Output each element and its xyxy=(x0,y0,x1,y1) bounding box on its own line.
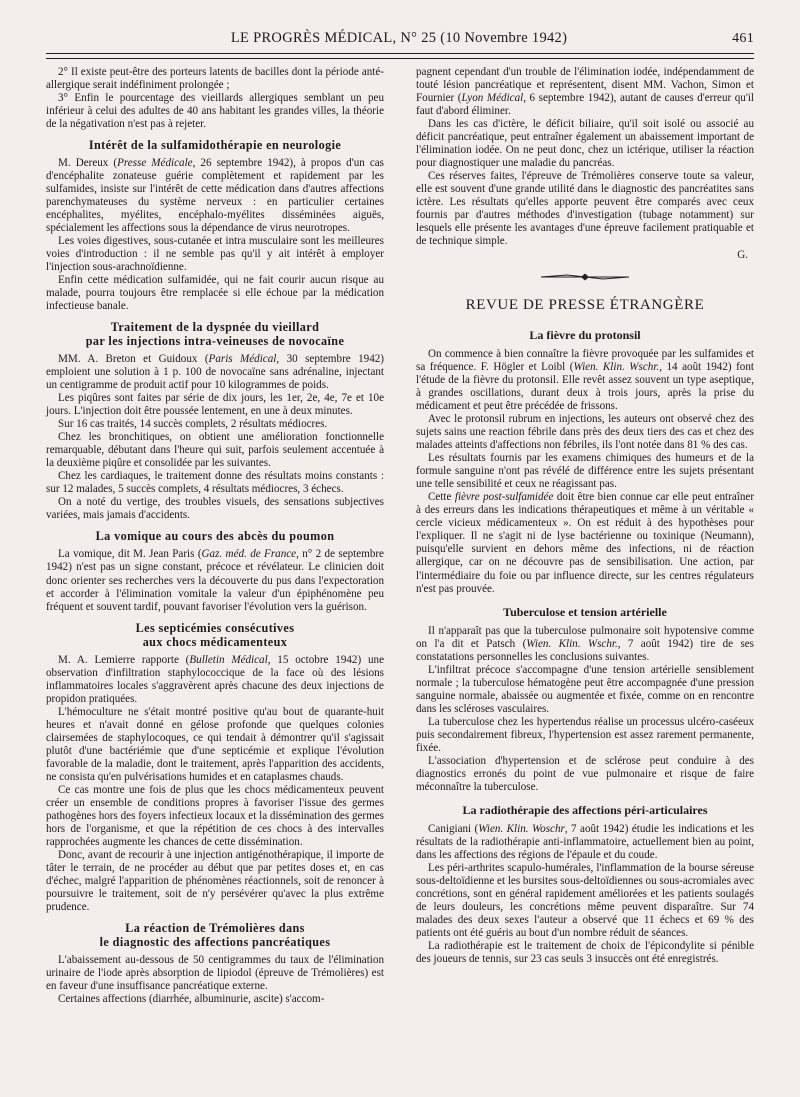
running-header xyxy=(46,30,754,52)
article-heading: Traitement de la dyspnée du vieillard par les injections intra-veineuses de novocaïne xyxy=(85,320,345,349)
paragraph: Ce cas montre une fois de plus que les chocs médicamenteux peuvent créer un ensemble de conditions propres à favoriser l'issue des germes pathogènes hors des foyers infectieux locaux et la dissémination des germes hors de l'organisme, et que la répétition de ces chocs à des intervalles rapprochées augmente les chances de cette dissémination. xyxy=(46,783,384,848)
article-heading: Les septicémies consécutives aux chocs médicamenteux xyxy=(135,620,295,649)
paragraph: La radiothérapie est le traitement de choix de l'épicondylite si pénible des joueurs de tennis, sur 23 cas seuls 3 insuccès ont été enregistrés. xyxy=(416,939,754,965)
article-heading: Intérêt de la sulfamidothérapie en neurologie xyxy=(88,138,342,153)
paragraph: Chez les cardiaques, le traitement donne des résultats moins constants : sur 12 malades, 5 succès complets, 4 résultats médiocres, 3 échecs. xyxy=(46,470,384,496)
author-signature: G. xyxy=(737,249,748,262)
paragraph: Il n'apparaît pas que la tuberculose pulmonaire soit hypotensive comme on l'a dit et Patsch (Wien. Klin. Wschr., 7 août 1942) tire de ses constatations personnelles les conclusions suivantes. xyxy=(416,624,755,663)
header-title: LE PROGRÈS MÉDICAL, N° 25 (10 Novembre 1942) xyxy=(230,30,568,46)
paragraph: Les péri-arthrites scapulo-humérales, l'inflammation de la bourse séreuse sous-deltoïdienne et les bursites sous-deltoïdiennes ou sous-acromiales avec concrétions, sont en général rapidement améliorées et les patients soulagés de leurs douleurs, les concrétions même peuvent disparaître. Sur 74 malades des deux sexes l'auteur a observé que 11 échecs et 69 % des patients ont été guéris au bout d'un nombre réduit de séances. xyxy=(416,861,754,939)
paragraph: Les piqûres sont faites par série de dix jours, les 1er, 2e, 4e, 7e et 10e jours. L'injection doit être poussée lentement, en une à deux minutes. xyxy=(46,392,384,418)
paragraph: Ces réserves faites, l'épreuve de Trémolières conserve toute sa valeur, elle est souvent d'une grande utilité dans le diagnostic des pancréatites sans ictère. Les résultats qu'elles apporte peuvent être comparés avec ceux fournis par d'autres méthodes d'investigation (tubage notamment) sur lesquels elle présente les avantages d'une épreuve facilement pratiquable et de technique simple. xyxy=(416,170,754,248)
article-heading: La vomique au cours des abcès du poumon xyxy=(95,529,335,544)
paragraph: On a noté du vertige, des troubles visuels, des sensations subjectives variées, mais jamais d'accidents. xyxy=(46,496,384,522)
paragraph: Enfin cette médication sulfamidée, qui ne fait courir aucun risque au malade, pourra toujours être remplacée si elle échoue par la médication infectieuse banale. xyxy=(46,274,384,313)
paragraph: pagnent cependant d'un trouble de l'élimination iodée, indépendamment de touté lésion pancréatique et représentent, disent MM. Vachon, Simon et Fournier (Lyon Médical, 6 septembre 1942), autant de causes d'erreur qu'il faut d'abord éliminer. xyxy=(416,66,754,118)
paragraph: La vomique, dit M. Jean Paris (Gaz. méd. de France, n° 2 de septembre 1942) n'est pas un signe constant, précoce et révélateur. Le clinicien doit donc orienter ses recherches vers la découverte du pus dans l'expectoration et accorder à l'élimination vomitale la valeur d'un épiphénomène peu fréquent et souvent tardif, pouvant favoriser l'évolution vers la guérison. xyxy=(46,548,384,613)
paragraph: Les voies digestives, sous-cutanée et intra musculaire sont les meilleures voies d'introduction : il ne semble pas qu'il y ait intérêt à employer l'injection sous-arachnoïdienne. xyxy=(46,235,384,274)
paragraph: L'infiltrat précoce s'accompagne d'une tension artérielle sensiblement normale ; la tuberculose hématogène peut être accompagnée d'une pression sanguine normale, abaissée ou augmentée et fixée, comme on en rencontre dans les scléroses vasculaires. xyxy=(416,663,754,715)
paragraph: L'abaissement au-dessous de 50 centigrammes du taux de l'élimination urinaire de l'iode après absorption de lipiodol (épreuve de Trémolières) est en faveur d'une insuffisance pancréatique externe. xyxy=(46,953,384,992)
article-heading: La radiothérapie des affections péri-articulaires xyxy=(462,802,708,817)
paragraph: Dans les cas d'ictère, le déficit biliaire, qu'il soit isolé ou associé au déficit pancréatique, peut entraîner également un abaissement important de l'élimination iodée. On ne peut donc, chez un ictérique, utiliser la réaction pour diagnostiquer une maladie du pancréas. xyxy=(416,118,754,170)
article-heading: La réaction de Trémolières dans le diagnostic des affections pancréatiques xyxy=(99,920,331,949)
page-number: 461 xyxy=(732,31,754,46)
paragraph: 2° Il existe peut-être des porteurs latents de bacilles dont la période anté-allergique serait indéfiniment prolongée ; xyxy=(46,66,384,92)
paragraph: L'hémoculture ne s'était montré positive qu'au bout de quarante-huit heures et n'avait donné en gélose profonde que quelques colonies clairsemées de staphylocoques, ce qui tendait à démontrer qu'il s'agissait plutôt d'une bactériémie que d'une septicémie et explique l'évolution favorable de la maladie, dont le traitement, après l'apparition des accidents, ne consista qu'en pulvérisations humides et en cataplasmes chauds. xyxy=(46,705,384,783)
paragraph: Certaines affections (diarrhée, albuminurie, ascite) s'accom- xyxy=(58,992,325,1005)
ornament-divider-icon xyxy=(537,272,633,282)
paragraph: Cette fièvre post-sulfamidée doit être bien connue car elle peut entraîner à des erreurs dans les indications thérapeutiques et même à un véritable « cercle vicieux médicamenteux ». On est réduit à des hypothèses pour l'expliquer. Il ne s'agit ni de lyse bactérienne ou toxinique (Neumann), puisqu'elle survient en dehors même des infections, ni de réaction allergique, car on ne découvre pas de sensibilisation. Une action, par l'intermédiaire du foie ou par influence directe, sur les centres régulateurs n'est pas prouvée. xyxy=(416,491,755,595)
paragraph: L'association d'hypertension et de sclérose peut conduire à des diagnostics erronés du point de vue pulmonaire et risque de faire méconnaître la tuberculose. xyxy=(416,754,754,793)
paragraph: Avec le protonsil rubrum en injections, les auteurs ont observé chez des sujets sains une reaction fébrile dans près des deux tiers des cas et chez des malades atteints d'affections non fébriles, ils l'ont notée dans 81 % des cas. xyxy=(416,413,754,452)
section-ornament xyxy=(416,272,754,282)
paragraph: 3° Enfin le pourcentage des vieillards allergiques semblant un peu inférieur à celui des adultes de 40 ans habitant les grandes villes, la théorie de la négativation n'est pas à rejeter. xyxy=(46,92,384,131)
paragraph: M. A. Lemierre rapporte (Bulletin Médical, 15 octobre 1942) une observation d'infiltration staphylococcique de la face où des lésions inflammatoires locales s'aggravèrent après chacune des deux injections de propidon pratiquées. xyxy=(46,653,384,705)
right-column xyxy=(416,66,754,966)
article-heading: La fièvre du protonsil xyxy=(529,328,641,343)
paragraph: Sur 16 cas traités, 14 succès complets, 2 résultats médiocres. xyxy=(58,418,328,431)
paragraph: Chez les bronchitiques, on obtient une amélioration fonctionnelle remarquable, débutant dans l'heure qui suit, parfois seulement accentuée à la deuxième piqûre et consolidée par les suivantes. xyxy=(46,431,384,470)
paragraph: On commence à bien connaître la fièvre provoquée par les sulfamides et sa fréquence. F. Högler et Loibl (Wien. Klin. Wschr., 14 août 1942) font l'étude de la fièvre du protonsil. Elle revêt assez souvent un type aseptique, à grandes oscillations, durant deux à trois jours, après la prise du médicament et peut être précédée de frissons. xyxy=(416,348,754,413)
left-column xyxy=(46,66,384,1006)
paragraph: La tuberculose chez les hypertendus réalise un processus ulcéro-caséeux puis secondairement fibreux, l'hypertension est assez rarement permanente, fixée. xyxy=(416,715,754,754)
section-title: REVUE DE PRESSE ÉTRANGÈRE xyxy=(465,297,705,314)
article-heading: Tuberculose et tension artérielle xyxy=(503,604,667,619)
paragraph: M. Dereux (Presse Médicale, 26 septembre 1942), à propos d'un cas d'encéphalite zonateuse guérie complètement et rapidement par les sulfamides, insiste sur l'intérêt de cette médication dans d'autres affections parenchymateuses du système nerveux : en particulier certaines encéphalites, myélites, encéphalo-myélites disséminées aiguës, spécialement les affections sous la dépendance de virus neurotropes. xyxy=(46,157,385,235)
paragraph: Donc, avant de recourir à une injection antigénothérapique, il importe de tâter le terrain, de ne procéder au début que par petites doses et, en cas d'échec, malgré l'apparition de phénomènes réactionnels, soit de renoncer à poursuivre le traitement, soit de n'y persévérer qu'avec la plus extrême prudence. xyxy=(46,848,384,913)
paragraph: Canigiani (Wien. Klin. Woschr, 7 août 1942) étudie les indications et les résultats de la radiothérapie anti-inflammatoire, actuellement bien au point, dans les affections des régions de l'épaule et du coude. xyxy=(416,822,755,861)
paragraph: MM. A. Breton et Guidoux (Paris Médical, 30 septembre 1942) emploient une solution à 1 p. 100 de novocaïne sans adrénaline, injectant un centigramme de produit actif pour 10 kilogrammes de poids. xyxy=(46,353,384,392)
header-double-rule xyxy=(46,53,754,59)
paragraph: Les résultats fournis par les examens chimiques des humeurs et de la formule sanguine n'ont pas révélé de différence entre les sujets présentant une telle sensibilité et ceux ne réagissant pas. xyxy=(416,452,754,491)
